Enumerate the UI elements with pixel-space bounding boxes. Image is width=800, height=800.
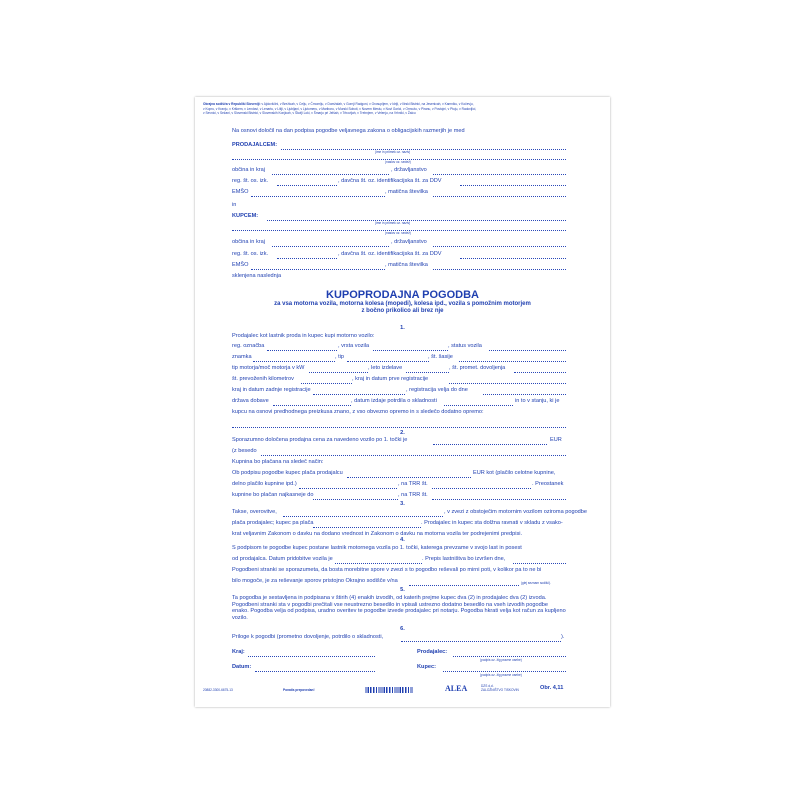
- first-reg-label: , kraj in datum prve registracije: [352, 376, 429, 382]
- section-1-number: 1.: [400, 325, 405, 331]
- buyer-personal-label: , matična številka: [385, 262, 428, 268]
- s4-line1: S podpisom te pogodbe kupec postane lastnik motornega vozila po 1. točki, katerega prevzame v svojo last in posest: [232, 545, 522, 551]
- km-field[interactable]: [301, 383, 352, 384]
- reg-valid-label: , registracija velja do dne: [406, 387, 468, 393]
- trr-label: , na TRR št.: [398, 481, 428, 487]
- court-list-ref: (glej seznam sodišč).: [521, 581, 551, 585]
- form-number: Obr. 4,11: [540, 685, 564, 691]
- court-list-line2: v Kopru, v Kranju, v Krškem, v Lendavi, v Lenartu, v Litiji, v Ljubljani, v Ljutomeru, v Mariboru, v Murski Soboti, v Novem Mestu, v Novi Gorici, v Ormožu, v Piranu, v Postojni, v Ptuju, v Radovljici,: [203, 106, 477, 111]
- buyer-emso-field[interactable]: [251, 269, 385, 270]
- transfer-label: . Prepis lastništva bo izvršen dne,: [422, 556, 506, 562]
- equipment-field[interactable]: [232, 427, 566, 428]
- seller-signature-field[interactable]: [453, 656, 566, 657]
- footer-copyright: Ponatis prepovedan!: [283, 688, 315, 692]
- seller-municipality-field[interactable]: [272, 174, 389, 175]
- buyer-sign-hint: (podpis oz. žig pravne osebe): [480, 673, 522, 677]
- year-field[interactable]: [406, 372, 449, 373]
- seller-citizenship-label: , državljanstvo: [391, 167, 427, 173]
- place-field[interactable]: [248, 656, 375, 657]
- vehicle-type-field[interactable]: [373, 350, 448, 351]
- fees-line2b: . Prodajalec in kupec sta dolžna ravnati v skladu z vsako-: [421, 520, 563, 526]
- price-eur: EUR: [550, 437, 562, 443]
- until-field[interactable]: [313, 499, 398, 500]
- section-2-number: 2.: [400, 430, 405, 436]
- on-sign-label: Ob podpisu pogodbe kupec plača prodajalcu: [232, 470, 343, 476]
- seller-emso-label: EMŠO: [232, 189, 249, 195]
- buyer-citizenship-field[interactable]: [433, 246, 566, 247]
- partial-label: delno plačilo kupnine ipd.): [232, 481, 297, 487]
- seller-personal-label: , matična številka: [385, 189, 428, 195]
- conformity-field[interactable]: [444, 405, 513, 406]
- fees-line2a: plača prodajalec; kupec pa plača: [232, 520, 314, 526]
- type-label: , tip: [335, 354, 345, 360]
- origin-field[interactable]: [273, 405, 351, 406]
- on-sign-field[interactable]: [347, 477, 471, 478]
- buyer-name-hint: (ime in priimek oz. naziv): [375, 221, 411, 225]
- buyer-reg-label: reg. št. os. izk.: [232, 251, 269, 257]
- publisher-line1: DZS d.d.: [481, 684, 494, 688]
- buyer-municipality-label: občina in kraj: [232, 239, 265, 245]
- attachments-label: Priloge k pogodbi (prometno dovoljenje, potrdilo o skladnosti,: [232, 634, 384, 640]
- buyer-emso-label: EMŠO: [232, 262, 249, 268]
- seller-emso-field[interactable]: [251, 196, 385, 197]
- last-reg-label: kraj in datum zadnje registracije: [232, 387, 311, 393]
- price-field[interactable]: [433, 444, 547, 445]
- court-field[interactable]: [409, 585, 519, 586]
- buyer-name-field[interactable]: [267, 220, 566, 221]
- subtitle-line2: z bočno prikolico ali brez nje: [361, 308, 444, 315]
- km-label: št. prevoženih kilometrov: [232, 376, 294, 382]
- buyer-municipality-field[interactable]: [272, 246, 389, 247]
- engine-field[interactable]: [309, 372, 368, 373]
- reg-mark-field[interactable]: [267, 350, 337, 351]
- traffic-permit-field[interactable]: [514, 372, 566, 373]
- transfer-date-field[interactable]: [513, 563, 566, 564]
- vehicle-status-label: , status vozila: [448, 343, 482, 349]
- engine-label: tip motorja/moč motorja v kW: [232, 365, 305, 371]
- fees-line1b: , v zvezi z obstoječim motornim vozilom oziroma pogodbe: [444, 509, 588, 515]
- seller-municipality-label: občina in kraj: [232, 167, 265, 173]
- until-label: kupnine bo plačan najkasneje do: [232, 492, 314, 498]
- trr2-label: , na TRR št.: [398, 492, 428, 498]
- buyer-personal-field[interactable]: [433, 269, 566, 270]
- vehicle-type-label: , vrsta vozila: [338, 343, 370, 349]
- court-list-label: Okrajna sodišča v Republiki Sloveniji:: [203, 102, 261, 106]
- vehicle-status-field[interactable]: [489, 350, 566, 351]
- seller-reg-field[interactable]: [277, 185, 337, 186]
- section-4-number: 4.: [400, 537, 405, 543]
- price-words-label: (z besedo: [232, 448, 257, 454]
- seller-tax-field[interactable]: [460, 185, 566, 186]
- seller-label: PRODAJALCEM:: [232, 142, 278, 148]
- trr2-field[interactable]: [432, 499, 566, 500]
- and-word: in: [232, 202, 237, 208]
- court-list-line1: v Ajdovščini, v Brežicah, v Celju, v Črnomlju, v Domžalah, v Gornji Radgoni, v Grosupljem, v Idriji, v Ilirski Bistrici, na Jesenicah, v Kamniku, v Kočevju,: [261, 102, 474, 106]
- seller-personal-field[interactable]: [433, 196, 566, 197]
- s5-text: Ta pogodba je sestavljena in podpisana v štirih (4) enakih izvodih, od katerih prejme kupec dva (2) in prodajalec dva (2) izvoda. Pogodbeni stranki sta v pogodbi prečitali vse neustrezno besedilo in vpisali ustrezno dodatno besedilo na vseh izvodih pogodbe enako. Pogodba velja od podpisa, uradno overitev te pogodbe izvede prodajalec pri notarju. Pogodba hkrati velja kot račun za kupljeno vozilo.: [232, 595, 566, 621]
- reg-mark-label: reg. označba: [232, 343, 265, 349]
- court-list: [203, 103, 474, 106]
- publisher-line2: ZALOŽNIŠTVO TISKOVIN: [481, 688, 519, 692]
- buyer-reg-field[interactable]: [277, 258, 337, 259]
- traffic-permit-label: , št. promet. dovoljenja: [449, 365, 506, 371]
- year-label: , leto izdelave: [368, 365, 403, 371]
- s4-line3: Pogodbeni stranki se sporazumeta, da bosta morebitne spore v zvezi s to pogodbo reševali po mirni poti, v kolikor pa to ne bi: [232, 567, 542, 573]
- alea-logo: ALEA: [445, 684, 468, 693]
- acquisition-label: od prodajalca. Datum pridobitve vozila je: [232, 556, 333, 562]
- first-reg-field[interactable]: [449, 383, 566, 384]
- buyer-pays-field[interactable]: [313, 527, 421, 528]
- seller-name-field[interactable]: [281, 149, 566, 150]
- last-reg-field[interactable]: [313, 394, 405, 395]
- document-page: [195, 97, 610, 707]
- attachments-close: ).: [561, 634, 565, 640]
- seller-address-hint: (naslov oz. sedež): [385, 160, 411, 164]
- buyer-sign-label: Kupec:: [417, 664, 436, 670]
- section-3-number: 3.: [400, 501, 405, 507]
- court-label: bilo mogoče, je za reševanje sporov pristojno Okrajno sodišče v/na: [232, 578, 398, 584]
- fees-field[interactable]: [283, 516, 443, 517]
- barcode: [365, 687, 413, 693]
- chassis-field[interactable]: [459, 361, 566, 362]
- buyer-tax-label: , davčna št. oz. identifikacijska št. za DDV: [338, 251, 442, 257]
- contract-title: KUPOPRODAJNA POGODBA: [326, 289, 479, 301]
- brand-field[interactable]: [253, 361, 335, 362]
- buyer-signature-field[interactable]: [443, 671, 566, 672]
- acquisition-date-field[interactable]: [335, 563, 422, 564]
- fees-label: Takse, overovitve,: [232, 509, 277, 515]
- seller-citizenship-field[interactable]: [433, 174, 566, 175]
- seller-name-hint: (ime in priimek oz. naziv): [375, 150, 411, 154]
- place-label: Kraj:: [232, 649, 245, 655]
- seller-sign-label: Prodajalec:: [417, 649, 448, 655]
- buyer-tax-field[interactable]: [460, 258, 566, 259]
- buyer-citizenship-label: , državljanstvo: [391, 239, 427, 245]
- seller-reg-label: reg. št. os. izk.: [232, 178, 269, 184]
- seller-tax-label: , davčna št. oz. identifikacijska št. za DDV: [338, 178, 442, 184]
- price-label: Sporazumno določena prodajna cena za navedeno vozilo po 1. točki je: [232, 437, 408, 443]
- buyer-address-hint: (naslov oz. sedež): [385, 231, 411, 235]
- date-field[interactable]: [255, 671, 375, 672]
- condition-label: in to v stanju, ki je: [515, 398, 560, 404]
- section-5-number: 5.: [400, 587, 405, 593]
- remaining-label: . Preostanek: [532, 481, 564, 487]
- section-6-number: 6.: [400, 626, 405, 632]
- date-label: Datum:: [232, 664, 252, 670]
- brand-label: znamka: [232, 354, 252, 360]
- court-list-line3: v Sevnici, v Sežani, v Slovenski Bistrici, v Slovenskih Konjicah, v Škofji Loki, v Šmarju pri Jelšah, v Trbovljah, v Trebnjem, v Velenju, na Vrhniki, v Žalcu: [203, 111, 416, 115]
- type-field[interactable]: [347, 361, 429, 362]
- reg-valid-field[interactable]: [483, 394, 566, 395]
- paid-as-label: Kupnina bo plačana na sledeč način:: [232, 459, 324, 465]
- chassis-label: , št. šasije: [428, 354, 453, 360]
- partial-field[interactable]: [299, 488, 397, 489]
- contract-subtitle: [235, 301, 570, 315]
- price-words-field[interactable]: [261, 455, 566, 456]
- subtitle-line1: za vsa motorna vozila, motorna kolesa (mopedi), kolesa ipd., vozila s pomožnim motorjem: [274, 301, 531, 307]
- fees-line3: krat veljavnim Zakonom o davku na dodano vrednost in Zakonom o davku na motorna vozila ter podrejenimi predpisi.: [232, 531, 523, 537]
- trr-field[interactable]: [432, 488, 531, 489]
- conformity-label: , datum izdaje potrdila o skladnosti: [351, 398, 437, 404]
- known-text: kupcu na osnovi predhodnega preizkusa znano, z vso obvezno opremo in s sledečo dodatno opremo:: [232, 409, 484, 415]
- section-1-intro: Prodajalec kot lastnik proda in kupec kupi motorno vozilo:: [232, 333, 375, 339]
- eur-as-label: EUR kot (plačilo celotne kupnine,: [473, 470, 556, 476]
- footer-code: 20882-3300-6675-13: [203, 688, 233, 692]
- attachments-field[interactable]: [401, 641, 561, 642]
- origin-label: država dobave: [232, 398, 269, 404]
- concluded-text: sklenjena naslednja: [232, 273, 282, 279]
- intro-text: Na osnovi določil na dan podpisa pogodbe veljavnega zakona o obligacijskih razmerjih je med: [232, 128, 465, 134]
- seller-sign-hint: (podpis oz. žig pravne osebe): [480, 658, 522, 662]
- buyer-label: KUPCEM:: [232, 213, 259, 219]
